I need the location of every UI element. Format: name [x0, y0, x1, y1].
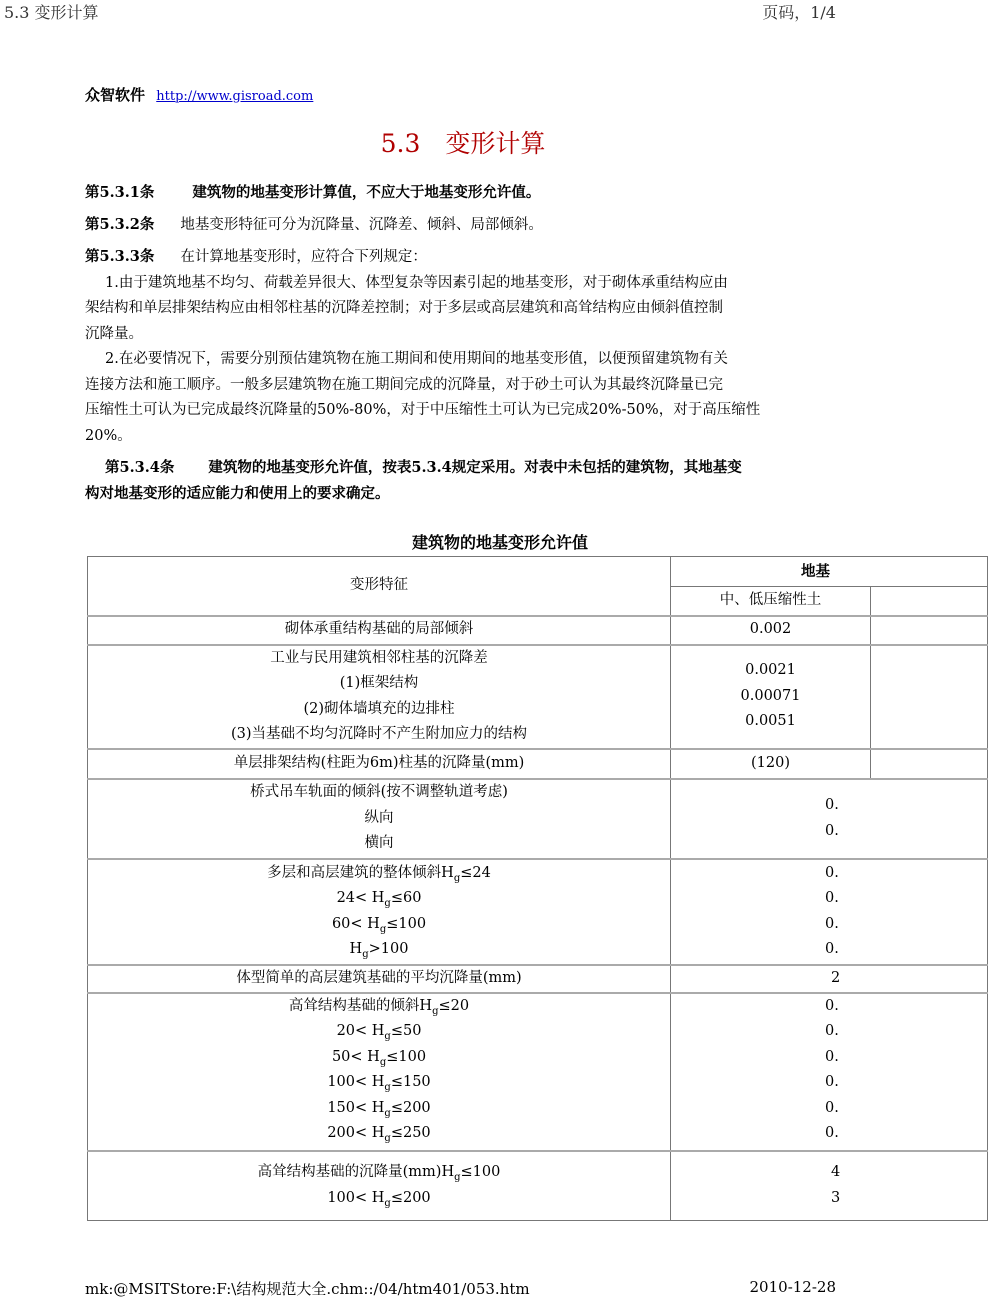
allowable-value: 0.00071: [740, 687, 801, 704]
table-row: [88, 993, 988, 1151]
feature-line: [88, 1160, 670, 1186]
allowable-value: 0.: [825, 915, 839, 932]
value-cell: [671, 993, 988, 1151]
feature-limit: ≤100: [386, 1048, 427, 1065]
article-5-3-4: [85, 455, 836, 481]
value-cell: [671, 779, 988, 859]
value-cell: [671, 749, 871, 779]
feature-line: [88, 671, 670, 697]
paragraph-line: 2.在必要情况下，需要分别预估建筑物在施工期间和使用期间的地基变形值，以便预留建筑物有关: [105, 351, 728, 367]
article-number: 第5.3.1条: [85, 184, 155, 201]
table-row: [88, 616, 988, 645]
subscript: g: [384, 1107, 391, 1119]
feature-cell: [88, 1151, 671, 1221]
allowable-value: 0.0051: [745, 713, 796, 730]
feature-line: [88, 697, 670, 723]
article-5-3-3: [85, 244, 836, 271]
subscript: g: [384, 1197, 391, 1209]
feature-line: [88, 780, 670, 806]
value-cell: [671, 859, 988, 965]
feature-text: (2)砌体墙填充的边排柱: [303, 700, 455, 717]
feature-line: [88, 886, 670, 912]
brand-line: [85, 84, 313, 105]
feature-limit: ≤200: [390, 1189, 431, 1206]
subscript: g: [454, 1172, 461, 1184]
feature-limit: ≤60: [390, 890, 422, 906]
article-number: 第5.3.2条: [85, 215, 155, 233]
feature-limit: >100: [368, 941, 409, 957]
feature-text: 纵向: [364, 809, 394, 826]
feature-text: 桥式吊车轨面的倾斜(按不调整轨道考虑): [250, 784, 508, 801]
feature-cell: [88, 616, 671, 645]
feature-text: 100< H: [327, 1189, 385, 1206]
paragraph-line: 连接方法和施工顺序。一般多层建筑物在施工期间完成的沉降量，对于砂土可认为其最终沉降量已完: [85, 376, 723, 393]
header-low-compressibility: 中、低压缩性土: [671, 587, 871, 616]
feature-text: 砌体承重结构基础的局部倾斜: [284, 621, 474, 638]
subscript: g: [384, 1133, 391, 1144]
paragraph-line: 沉降量。: [85, 325, 143, 342]
feature-line: [88, 994, 670, 1020]
feature-limit: ≤24: [460, 864, 491, 881]
header-page-number: 页码，1/4: [762, 3, 836, 22]
feature-cell: [88, 993, 671, 1151]
feature-text: 高耸结构基础的倾斜H: [288, 997, 433, 1014]
allowable-value: 3: [831, 1189, 841, 1206]
feature-line: [88, 1070, 670, 1096]
feature-limit: ≤250: [390, 1125, 431, 1141]
feature-line: [88, 722, 670, 748]
feature-text: 60< H: [331, 915, 380, 932]
feature-cell: [88, 645, 671, 749]
feature-text: 150< H: [327, 1099, 385, 1116]
feature-text: 高耸结构基础的沉降量(mm)H: [257, 1164, 455, 1181]
feature-limit: ≤200: [390, 1099, 431, 1116]
subscript: g: [379, 923, 387, 935]
feature-line: [88, 1121, 670, 1147]
feature-text: (1)框架结构: [339, 675, 419, 691]
article-5-3-2: [85, 212, 836, 239]
paragraph-line: 20%。: [85, 427, 132, 444]
feature-text: 100< H: [327, 1074, 385, 1090]
subscript: g: [362, 949, 369, 960]
subscript: g: [384, 1082, 391, 1093]
allowable-value: 0.: [825, 1023, 839, 1039]
allowable-value: 0.0021: [745, 662, 796, 679]
value-cell-high: [871, 616, 988, 645]
allowable-value: 4: [831, 1164, 841, 1181]
article-text: 在计算地基变形时，应符合下列规定：: [180, 249, 427, 265]
feature-line: [88, 966, 670, 992]
allowable-value: 0.: [825, 997, 839, 1014]
article-5-3-1: [85, 180, 836, 206]
feature-limit: ≤150: [390, 1074, 431, 1090]
article-number: 第5.3.4条: [105, 459, 175, 476]
article-text-continued: 构对地基变形的适应能力和使用上的要求确定。: [85, 484, 390, 502]
header-section-title: 5.3 变形计算: [4, 3, 99, 22]
paragraph-line: 架结构和单层排架结构应由相邻柱基的沉降差控制；对于多层或高层建筑和高耸结构应由倾斜值控制: [85, 300, 723, 316]
feature-line: [88, 751, 670, 777]
header-foundation-group: 地基: [671, 557, 988, 587]
feature-line: [88, 1045, 670, 1071]
feature-line: [88, 1096, 670, 1122]
paragraph-line: 压缩性土可认为已完成最终沉降量的50%-80%，对于中压缩性土可认为已完成20%-50%，对于高压缩性: [85, 402, 761, 418]
feature-text: H: [349, 941, 363, 957]
allowable-value: 0.: [825, 1074, 839, 1090]
feature-line: [88, 1019, 670, 1045]
allowable-value: 0.: [825, 1048, 839, 1065]
value-cell: [671, 965, 988, 993]
feature-text: 20< H: [336, 1023, 385, 1039]
feature-text: 24< H: [336, 890, 385, 906]
header-feature: 变形特征: [88, 557, 671, 616]
feature-line: [88, 912, 670, 938]
table-row: [88, 645, 988, 749]
allowable-value: 0.: [825, 1125, 839, 1141]
subscript: g: [384, 898, 391, 909]
allowable-value: 2: [831, 969, 841, 986]
feature-line: [88, 1186, 670, 1212]
feature-limit: ≤100: [386, 915, 427, 932]
header-high-compressibility: [871, 587, 988, 616]
feature-line: [88, 806, 670, 832]
subscript: g: [384, 1031, 391, 1042]
table-title: 建筑物的地基变形允许值: [411, 533, 588, 552]
feature-cell: [88, 859, 671, 965]
table-row: [88, 965, 988, 993]
page-title: 5.3 变形计算: [380, 129, 546, 158]
value-cell: [671, 616, 871, 645]
allowable-value: 0.: [825, 822, 839, 839]
allowable-value: (120): [751, 754, 790, 771]
feature-line: [88, 937, 670, 963]
feature-cell: [88, 749, 671, 779]
feature-cell: [88, 779, 671, 859]
allowable-value: 0.: [825, 797, 839, 813]
footer-path: mk:@MSITStore:F:\结构规范大全.chm::/04/htm401/053.htm: [85, 1280, 530, 1298]
feature-limit: ≤50: [390, 1023, 422, 1039]
value-cell: [671, 645, 871, 749]
feature-text: 单层排架结构(柱距为6m)柱基的沉降量(mm): [233, 754, 525, 771]
subscript: g: [453, 872, 461, 884]
feature-cell: [88, 965, 671, 993]
feature-text: 多层和高层建筑的整体倾斜H: [267, 864, 454, 881]
value-cell-high: [871, 749, 988, 779]
value-cell-high: [871, 645, 988, 749]
article-text: 建筑物的地基变形计算值，不应大于地基变形允许值。: [192, 184, 541, 201]
feature-line: [88, 861, 670, 887]
table-row: [88, 859, 988, 965]
feature-line: [88, 617, 670, 643]
feature-line: [88, 831, 670, 857]
document-body: [85, 180, 836, 506]
deformation-table: [87, 556, 841, 1215]
allowable-value: 0.002: [749, 621, 792, 638]
allowable-value: 0.: [825, 941, 839, 957]
table-row: [88, 779, 988, 859]
allowable-value: 0.: [825, 890, 839, 906]
brand-link[interactable]: http://www.gisroad.com: [156, 89, 314, 104]
feature-line: [88, 646, 670, 672]
article-number: 第5.3.3条: [85, 248, 155, 265]
brand-name: 众智软件: [85, 86, 146, 104]
paragraph-line: 1.由于建筑地基不均匀、荷载差异很大、体型复杂等因素引起的地基变形，对于砌体承重结构应由: [105, 274, 728, 291]
article-text: 建筑物的地基变形允许值，按表5.3.4规定采用。对表中未包括的建筑物，其地基变: [208, 459, 742, 476]
table-row: [88, 1151, 988, 1221]
feature-text: 50< H: [331, 1048, 380, 1065]
feature-text: (3)当基础不均匀沉降时不产生附加应力的结构: [230, 726, 528, 742]
article-text: 地基变形特征可分为沉降量、沉降差、倾斜、局部倾斜。: [180, 216, 543, 233]
feature-text: 体型简单的高层建筑基础的平均沉降量(mm): [236, 969, 522, 986]
value-cell: [671, 1151, 988, 1221]
feature-text: 200< H: [327, 1125, 385, 1141]
subscript: g: [379, 1056, 387, 1068]
feature-limit: ≤20: [438, 997, 470, 1014]
feature-limit: ≤100: [460, 1164, 501, 1181]
allowable-value: 0.: [825, 1099, 839, 1116]
feature-text: 工业与民用建筑相邻柱基的沉降差: [270, 649, 488, 666]
footer-date: 2010-12-28: [749, 1278, 836, 1296]
subscript: g: [432, 1005, 439, 1017]
allowable-value: 0.: [825, 864, 839, 881]
table-row: [88, 749, 988, 779]
feature-text: 横向: [364, 835, 394, 852]
